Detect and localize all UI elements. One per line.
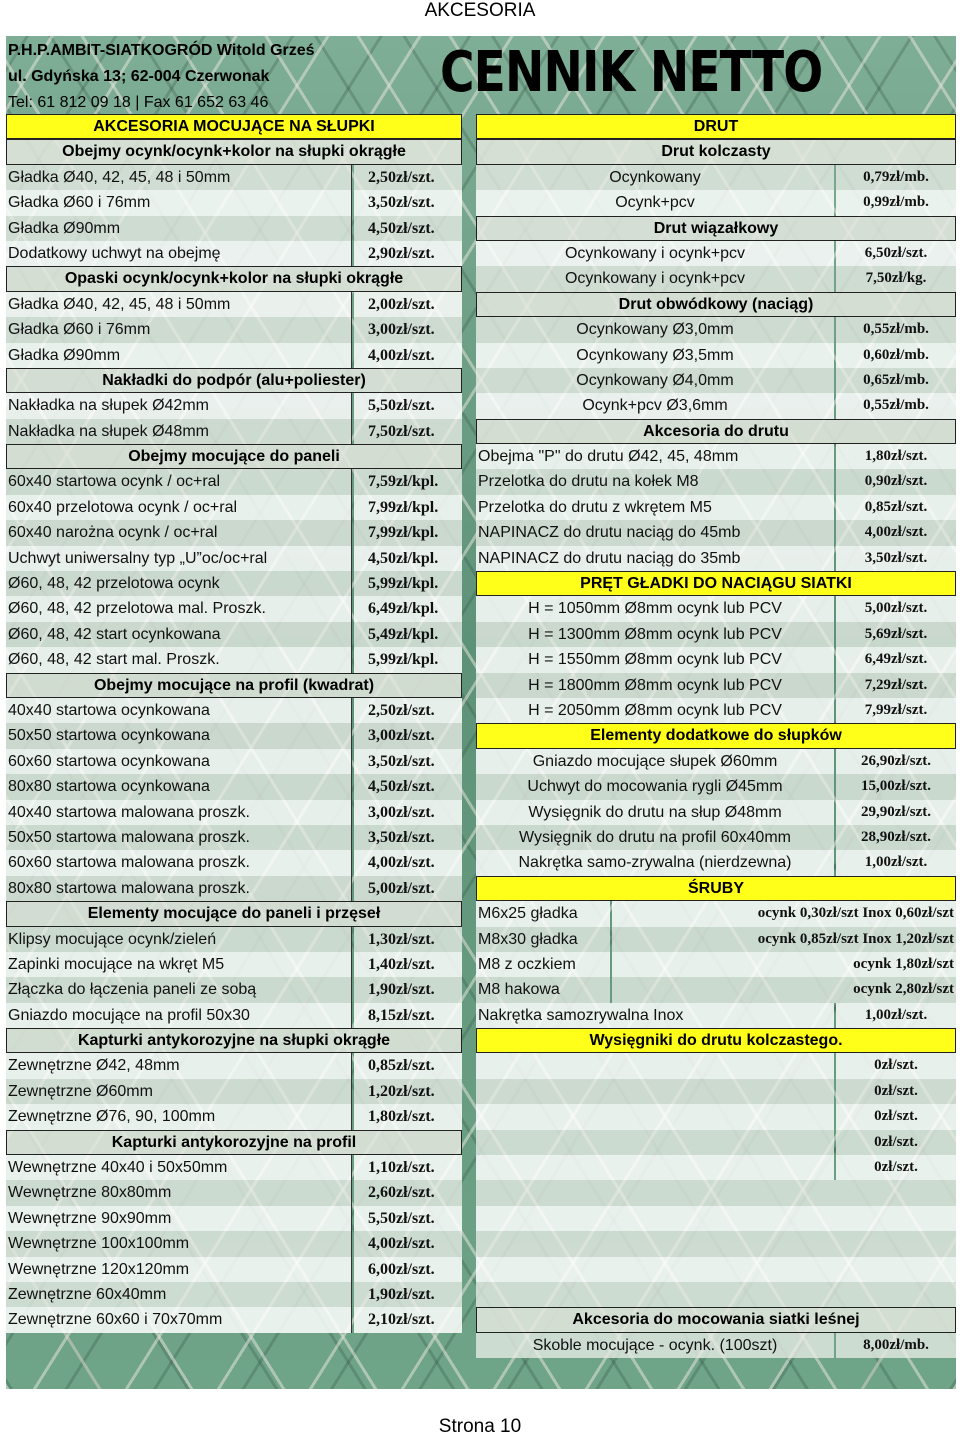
price-row (6, 1053, 462, 1078)
item-label: Wewnętrzne 120x120mm (6, 1257, 352, 1282)
item-label: 60x60 startowa malowana proszk. (6, 850, 352, 875)
price-row (476, 1307, 956, 1332)
item-label: Ocynkowany i ocynk+pcv (476, 241, 834, 266)
price-row (476, 673, 956, 698)
item-label: Zapinki mocujące na wkręt M5 (6, 952, 352, 977)
item-price: 7,99zł/szt. (836, 698, 956, 723)
item-price: 15,00zł/szt. (836, 774, 956, 799)
price-row (476, 317, 956, 342)
price-row (476, 343, 956, 368)
item-price: 3,00zł/szt. (354, 800, 462, 825)
item-price: 8,00zł/mb. (836, 1333, 956, 1358)
price-row (476, 596, 956, 621)
price-row (6, 190, 462, 215)
item-label: H = 1300mm Ø8mm ocynk lub PCV (476, 622, 834, 647)
item-price: 1,00zł/szt. (836, 1003, 956, 1028)
item-price: 1,00zł/szt. (836, 850, 956, 875)
price-row (6, 292, 462, 317)
price-row (6, 317, 462, 342)
item-price: 6,50zł/szt. (836, 241, 956, 266)
price-row (6, 901, 462, 926)
price-row (6, 1028, 462, 1053)
item-price: 1,20zł/szt. (354, 1079, 462, 1104)
price-row (476, 139, 956, 164)
item-price: 0zł/szt. (836, 1104, 956, 1129)
price-row (6, 825, 462, 850)
price-row (476, 749, 956, 774)
item-price: 2,10zł/szt. (354, 1307, 462, 1332)
price-row (476, 1180, 956, 1205)
item-price: ocynk 1,80zł/szt (612, 952, 956, 977)
item-price: 2,50zł/szt. (354, 165, 462, 190)
item-label: Ocynkowany Ø3,0mm (476, 317, 834, 342)
item-label (476, 1130, 834, 1155)
item-price: 7,50zł/kg. (836, 266, 956, 291)
item-price: 5,50zł/szt. (354, 393, 462, 418)
price-row (6, 1155, 462, 1180)
price-row (476, 571, 956, 596)
item-label: Ø60, 48, 42 przelotowa ocynk (6, 571, 352, 596)
price-row (476, 977, 956, 1002)
item-label: Przelotka do drutu na kołek M8 (476, 469, 834, 494)
price-row (6, 241, 462, 266)
item-price: 1,90zł/szt. (354, 977, 462, 1002)
item-price: 28,90zł/szt. (836, 825, 956, 850)
item-price: 0,55zł/mb. (836, 317, 956, 342)
price-row (476, 546, 956, 571)
item-label: H = 2050mm Ø8mm ocynk lub PCV (476, 698, 834, 723)
price-row (6, 977, 462, 1002)
item-price: 0,60zł/mb. (836, 343, 956, 368)
item-price: 5,00zł/szt. (836, 596, 956, 621)
price-row (6, 1079, 462, 1104)
price-row (476, 698, 956, 723)
price-row (476, 368, 956, 393)
price-row (476, 1231, 956, 1256)
page-number: Strona 10 (438, 1416, 522, 1437)
price-row (6, 1257, 462, 1282)
item-label: Wewnętrzne 80x80mm (6, 1180, 352, 1205)
item-price: 0,79zł/mb. (836, 165, 956, 190)
price-row (6, 1130, 462, 1155)
subsection-header: Nakładki do podpór (alu+poliester) (6, 368, 462, 393)
item-price: 4,50zł/kpl. (354, 546, 462, 571)
price-row (476, 1333, 956, 1358)
price-row (6, 520, 462, 545)
price-row (476, 1155, 956, 1180)
price-row (6, 343, 462, 368)
item-price: 1,80zł/szt. (836, 444, 956, 469)
left-price-column (6, 114, 462, 1333)
item-label: Złączka do łączenia paneli ze sobą (6, 977, 352, 1002)
item-label: Zewnętrzne 60x40mm (6, 1282, 352, 1307)
price-row (6, 749, 462, 774)
section-header: AKCESORIA MOCUJĄCE NA SŁUPKI (6, 114, 462, 139)
price-row (476, 469, 956, 494)
item-label: Gładka Ø40, 42, 45, 48 i 50mm (6, 292, 352, 317)
empty-row (476, 1257, 956, 1282)
price-row (6, 723, 462, 748)
company-name: P.H.P.AMBIT-SIATKOGRÓD Witold Grześ (8, 42, 315, 59)
item-price: 2,90zł/szt. (354, 241, 462, 266)
item-price: 4,00zł/szt. (354, 850, 462, 875)
item-label: Gniazdo mocujące słupek Ø60mm (476, 749, 834, 774)
price-row (6, 1307, 462, 1332)
item-label: Wewnętrzne 100x100mm (6, 1231, 352, 1256)
item-price: 5,99zł/kpl. (354, 647, 462, 672)
item-label: H = 1550mm Ø8mm ocynk lub PCV (476, 647, 834, 672)
item-label: 40x40 startowa malowana proszk. (6, 800, 352, 825)
right-price-column (476, 114, 956, 1358)
price-row (6, 444, 462, 469)
item-label (476, 1053, 834, 1078)
item-label: Ø60, 48, 42 przelotowa mal. Proszk. (6, 596, 352, 621)
price-row (476, 241, 956, 266)
item-price: 0,99zł/mb. (836, 190, 956, 215)
item-label: 50x50 startowa malowana proszk. (6, 825, 352, 850)
item-price: 0,85zł/szt. (354, 1053, 462, 1078)
subsection-header: Drut kolczasty (476, 139, 956, 164)
item-label: Gładka Ø60 i 76mm (6, 190, 352, 215)
item-price: 2,50zł/szt. (354, 698, 462, 723)
item-label: 60x40 narożna ocynk / oc+ral (6, 520, 352, 545)
item-price: 7,59zł/kpl. (354, 469, 462, 494)
item-price: ocynk 2,80zł/szt (612, 977, 956, 1002)
item-label: NAPINACZ do drutu naciąg do 45mb (476, 520, 834, 545)
price-row (6, 495, 462, 520)
price-row (476, 114, 956, 139)
section-header: ŚRUBY (476, 876, 956, 901)
item-price: 0zł/szt. (836, 1130, 956, 1155)
price-row (6, 876, 462, 901)
price-row (6, 596, 462, 621)
price-row (476, 952, 956, 977)
price-row (476, 444, 956, 469)
item-price: 1,10zł/szt. (354, 1155, 462, 1180)
item-price: 0zł/szt. (836, 1053, 956, 1078)
price-row (6, 571, 462, 596)
item-label: Zewnętrzne Ø42, 48mm (6, 1053, 352, 1078)
price-row (6, 1003, 462, 1028)
item-label: Ocynkowany Ø3,5mm (476, 343, 834, 368)
item-price: 7,50zł/szt. (354, 419, 462, 444)
item-price: 6,49zł/kpl. (354, 596, 462, 621)
price-row (6, 952, 462, 977)
item-price: ocynk 0,85zł/szt Inox 1,20zł/szt (612, 927, 956, 952)
item-label: Gniazdo mocujące na profil 50x30 (6, 1003, 352, 1028)
item-label: Zewnętrzne Ø60mm (6, 1079, 352, 1104)
section-header: PRĘT GŁADKI DO NACIĄGU SIATKI (476, 571, 956, 596)
price-row (476, 825, 956, 850)
item-price: 3,50zł/szt. (354, 190, 462, 215)
item-price: 7,29zł/szt. (836, 673, 956, 698)
price-row (6, 1206, 462, 1231)
item-price: 5,50zł/szt. (354, 1206, 462, 1231)
item-label: 60x40 przelotowa ocynk / oc+ral (6, 495, 352, 520)
price-row (476, 622, 956, 647)
top-header: AKCESORIA (424, 0, 536, 21)
price-row (6, 1180, 462, 1205)
item-label: Nakrętka samozrywalna Inox (476, 1003, 834, 1028)
item-label: H = 1800mm Ø8mm ocynk lub PCV (476, 673, 834, 698)
price-row (476, 723, 956, 748)
price-row (6, 673, 462, 698)
price-row (476, 165, 956, 190)
item-price: 3,50zł/szt. (836, 546, 956, 571)
item-label: Wysięgnik do drutu na słup Ø48mm (476, 800, 834, 825)
item-price: 2,00zł/szt. (354, 292, 462, 317)
price-row (476, 190, 956, 215)
item-label (476, 1104, 834, 1129)
subsection-header: Obejmy ocynk/ocynk+kolor na słupki okrągłe (6, 139, 462, 164)
item-label: 80x80 startowa ocynkowana (6, 774, 352, 799)
item-label: M8 z oczkiem (476, 952, 610, 977)
item-price: 6,00zł/szt. (354, 1257, 462, 1282)
item-label: Ø60, 48, 42 start mal. Proszk. (6, 647, 352, 672)
price-row (6, 393, 462, 418)
price-row (6, 927, 462, 952)
subsection-header: Drut obwódkowy (naciąg) (476, 292, 956, 317)
item-label (476, 1155, 834, 1180)
item-label: Zewnętrzne 60x60 i 70x70mm (6, 1307, 352, 1332)
item-price: 29,90zł/szt. (836, 800, 956, 825)
item-label: 50x50 startowa ocynkowana (6, 723, 352, 748)
price-row (6, 1104, 462, 1129)
price-row (476, 876, 956, 901)
subsection-header: Elementy mocujące do paneli i przęseł (6, 901, 462, 926)
item-label: Zewnętrzne Ø76, 90, 100mm (6, 1104, 352, 1129)
item-label: Gładka Ø60 i 76mm (6, 317, 352, 342)
item-price: 1,90zł/szt. (354, 1282, 462, 1307)
price-row (6, 1231, 462, 1256)
price-row (476, 1079, 956, 1104)
item-label: H = 1050mm Ø8mm ocynk lub PCV (476, 596, 834, 621)
item-label: Wewnętrzne 40x40 i 50x50mm (6, 1155, 352, 1180)
price-row (6, 622, 462, 647)
price-row (476, 800, 956, 825)
item-label: Ocynkowany (476, 165, 834, 190)
price-row (6, 647, 462, 672)
subsection-header: Kapturki antykorozyjne na słupki okrągłe (6, 1028, 462, 1053)
price-row (476, 647, 956, 672)
item-price: 7,99zł/kpl. (354, 495, 462, 520)
price-row (476, 927, 956, 952)
item-price: 3,00zł/szt. (354, 317, 462, 342)
item-label: Przelotka do drutu z wkrętem M5 (476, 495, 834, 520)
item-price: 1,30zł/szt. (354, 927, 462, 952)
price-row (476, 266, 956, 291)
company-phone: Tel: 61 812 09 18 | Fax 61 652 63 46 (8, 94, 269, 111)
item-price: 5,00zł/szt. (354, 876, 462, 901)
price-row (6, 419, 462, 444)
price-row (6, 114, 462, 139)
item-label: Skoble mocujące - ocynk. (100szt) (476, 1333, 834, 1358)
price-row (476, 292, 956, 317)
item-price: 4,00zł/szt. (354, 343, 462, 368)
item-price: 3,00zł/szt. (354, 723, 462, 748)
subsection-header: Obejmy mocujące na profil (kwadrat) (6, 673, 462, 698)
item-label: 60x60 startowa ocynkowana (6, 749, 352, 774)
subsection-header: Akcesoria do drutu (476, 419, 956, 444)
page-title: CENNIK NETTO (440, 40, 823, 105)
item-price: 8,15zł/szt. (354, 1003, 462, 1028)
section-header: Wysięgniki do drutu kolczastego. (476, 1028, 956, 1053)
item-label: Gładka Ø90mm (6, 343, 352, 368)
item-price: 0,85zł/szt. (836, 495, 956, 520)
subsection-header: Opaski ocynk/ocynk+kolor na słupki okrągłe (6, 266, 462, 291)
item-label: NAPINACZ do drutu naciąg do 35mb (476, 546, 834, 571)
item-price: 3,50zł/szt. (354, 825, 462, 850)
item-price: 5,49zł/kpl. (354, 622, 462, 647)
price-row (476, 1257, 956, 1282)
price-row (476, 1028, 956, 1053)
price-row (6, 139, 462, 164)
price-row (476, 1282, 956, 1307)
price-row (476, 1003, 956, 1028)
price-row (476, 520, 956, 545)
item-label: Nakładka na słupek Ø48mm (6, 419, 352, 444)
subsection-header: Drut wiązałkowy (476, 216, 956, 241)
item-label: Ocynk+pcv (476, 190, 834, 215)
subsection-header: Kapturki antykorozyjne na profil (6, 1130, 462, 1155)
item-price: 0zł/szt. (836, 1155, 956, 1180)
price-row (6, 774, 462, 799)
price-row (476, 901, 956, 926)
price-row (476, 216, 956, 241)
item-label (476, 1079, 834, 1104)
item-price: 0zł/szt. (836, 1079, 956, 1104)
price-row (6, 850, 462, 875)
item-label: 80x80 startowa malowana proszk. (6, 876, 352, 901)
price-row (6, 800, 462, 825)
price-row (6, 698, 462, 723)
item-price: 7,99zł/kpl. (354, 520, 462, 545)
price-row (6, 469, 462, 494)
company-address: ul. Gdyńska 13; 62-004 Czerwonak (8, 68, 270, 85)
item-label: Dodatkowy uchwyt na obejmę (6, 241, 352, 266)
item-price: ocynk 0,30zł/szt Inox 0,60zł/szt (612, 901, 956, 926)
price-row (476, 1206, 956, 1231)
item-label: Ocynk+pcv Ø3,6mm (476, 393, 834, 418)
empty-row (476, 1180, 956, 1205)
item-label: Klipsy mocujące ocynk/zieleń (6, 927, 352, 952)
item-label: 60x40 startowa ocynk / oc+ral (6, 469, 352, 494)
item-price: 2,60zł/szt. (354, 1180, 462, 1205)
section-header: DRUT (476, 114, 956, 139)
empty-row (476, 1231, 956, 1256)
subsection-header: Akcesoria do mocowania siatki leśnej (476, 1307, 956, 1332)
subsection-header: Obejmy mocujące do paneli (6, 444, 462, 469)
item-label: Obejma "P" do drutu Ø42, 45, 48mm (476, 444, 834, 469)
item-price: 1,80zł/szt. (354, 1104, 462, 1129)
item-label: M8 hakowa (476, 977, 610, 1002)
item-label: Ø60, 48, 42 start ocynkowana (6, 622, 352, 647)
item-label: M6x25 gładka (476, 901, 610, 926)
item-price: 4,50zł/szt. (354, 216, 462, 241)
item-label: M8x30 gładka (476, 927, 610, 952)
item-label: 40x40 startowa ocynkowana (6, 698, 352, 723)
item-label: Ocynkowany i ocynk+pcv (476, 266, 834, 291)
item-price: 26,90zł/szt. (836, 749, 956, 774)
empty-row (476, 1282, 956, 1307)
item-label: Wewnętrzne 90x90mm (6, 1206, 352, 1231)
price-row (6, 1282, 462, 1307)
item-price: 4,00zł/szt. (836, 520, 956, 545)
item-price: 0,55zł/mb. (836, 393, 956, 418)
item-price: 4,00zł/szt. (354, 1231, 462, 1256)
item-price: 0,65zł/mb. (836, 368, 956, 393)
item-label: Gładka Ø40, 42, 45, 48 i 50mm (6, 165, 352, 190)
item-price: 6,49zł/szt. (836, 647, 956, 672)
item-label: Uchwyt uniwersalny typ „U”oc/oc+ral (6, 546, 352, 571)
item-price: 0,90zł/szt. (836, 469, 956, 494)
price-row (476, 1104, 956, 1129)
item-label: Nakładka na słupek Ø42mm (6, 393, 352, 418)
price-row (6, 368, 462, 393)
price-row (476, 495, 956, 520)
price-row (6, 546, 462, 571)
item-label: Uchwyt do mocowania rygli Ø45mm (476, 774, 834, 799)
price-row (6, 216, 462, 241)
price-row (476, 393, 956, 418)
item-price: 4,50zł/szt. (354, 774, 462, 799)
price-row (6, 266, 462, 291)
item-label: Ocynkowany Ø4,0mm (476, 368, 834, 393)
item-price: 3,50zł/szt. (354, 749, 462, 774)
item-price: 5,99zł/kpl. (354, 571, 462, 596)
price-row (476, 850, 956, 875)
item-price: 5,69zł/szt. (836, 622, 956, 647)
item-price: 1,40zł/szt. (354, 952, 462, 977)
item-label: Gładka Ø90mm (6, 216, 352, 241)
item-label: Nakrętka samo-zrywalna (nierdzewna) (476, 850, 834, 875)
price-row (476, 774, 956, 799)
empty-row (476, 1206, 956, 1231)
price-row (476, 419, 956, 444)
price-row (476, 1053, 956, 1078)
price-row (6, 165, 462, 190)
item-label: Wysięgnik do drutu na profil 60x40mm (476, 825, 834, 850)
section-header: Elementy dodatkowe do słupków (476, 723, 956, 748)
price-row (476, 1130, 956, 1155)
